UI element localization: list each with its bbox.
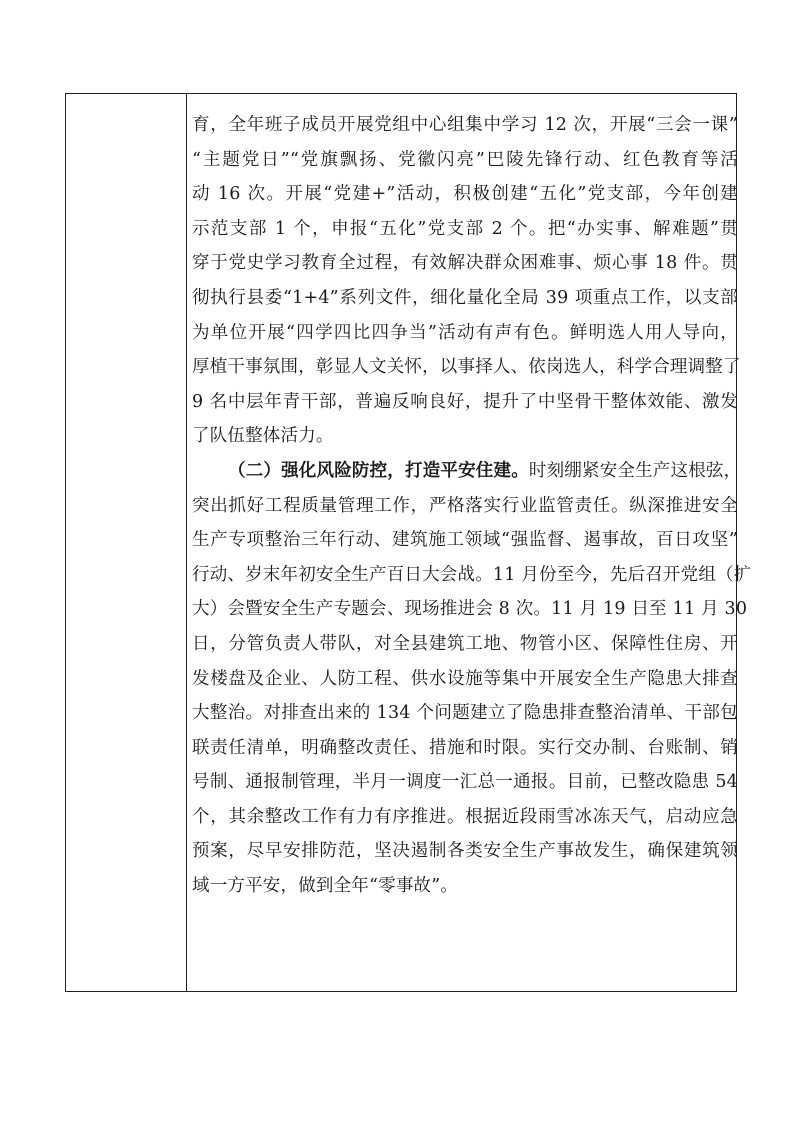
- text-line: 育，全年班子成员开展党组中心组集中学习 12 次，开展“三会一课”: [192, 115, 738, 135]
- text-line: 示范支部 1 个，申报“五化”党支部 2 个。把“办实事、解难题”贯: [192, 218, 738, 239]
- paragraph-party-building: [192, 108, 741, 454]
- text-line: 预案，尽早安排防范，坚决遏制各类安全生产事故发生，确保建筑领: [192, 841, 738, 862]
- table-content-cell: [192, 108, 752, 904]
- text-line: 行动、岁末年初安全生产百日大会战。11 月份至今，先后召开党组（扩: [192, 564, 752, 585]
- text-line: 为单位开展“四学四比四争当”活动有声有色。鲜明选人用人导向，: [192, 322, 738, 343]
- text-line: 突出抓好工程质量管理工作，严格落实行业监管责任。纵深推进安全: [192, 495, 738, 516]
- text-line: [192, 454, 742, 489]
- text-line: “主题党日”“党旗飘扬、党徽闪亮”巴陵先锋行动、红色教育等活: [192, 149, 738, 170]
- text-line: 大）会暨安全生产专题会、现场推进会 8 次。11 月 19 日至 11 月 30: [192, 599, 748, 620]
- text-line: 联责任清单，明确整改责任、措施和时限。实行交办制、台账制、销: [192, 737, 738, 758]
- text-line: 动 16 次。开展“党建+”活动，积极创建“五化”党支部，今年创建: [192, 184, 738, 205]
- text-line: 生产专项整治三年行动、建筑施工领域“强监督、遏事故，百日攻坚”: [192, 530, 738, 551]
- text-line: 发楼盘及企业、人防工程、供水设施等集中开展安全生产隐患大排查: [192, 668, 738, 689]
- text-line: 号制、通报制管理，半月一调度一汇总一通报。目前，已整改隐患 54: [192, 772, 738, 793]
- text-line: 厚植干事氛围，彰显人文关怀，以事择人、依岗选人，科学合理调整了: [192, 357, 741, 378]
- text-line: 了队伍整体活力。: [192, 426, 334, 447]
- text-line: 大整治。对排查出来的 134 个问题建立了隐患排查整治清单、干部包: [192, 703, 738, 724]
- text-line: 穿于党史学习教育全过程，有效解决群众困难事、烦心事 18 件。贯: [192, 253, 738, 274]
- paragraph-risk-control: [192, 454, 752, 904]
- text-line: 个，其余整改工作有力有序推进。根据近段雨雪冰冻天气，启动应急: [192, 806, 738, 827]
- text-line: 彻执行县委“1+4”系列文件，细化量化全局 39 项重点工作，以支部: [192, 287, 738, 308]
- text-line: 域一方平安，做到全年“零事故”。: [192, 876, 459, 897]
- section-heading: （二）强化风险防控，打造平安住建。: [228, 460, 529, 481]
- text-line-rest: 时刻绷紧安全生产这根弦，: [528, 460, 742, 481]
- text-line: 日，分管负责人带队，对全县建筑工地、物管小区、保障性住房、开: [192, 633, 738, 654]
- text-line: 9 名中层年青干部，普遍反响良好，提升了中坚骨干整体效能、激发: [192, 391, 738, 412]
- column-divider: [186, 93, 187, 992]
